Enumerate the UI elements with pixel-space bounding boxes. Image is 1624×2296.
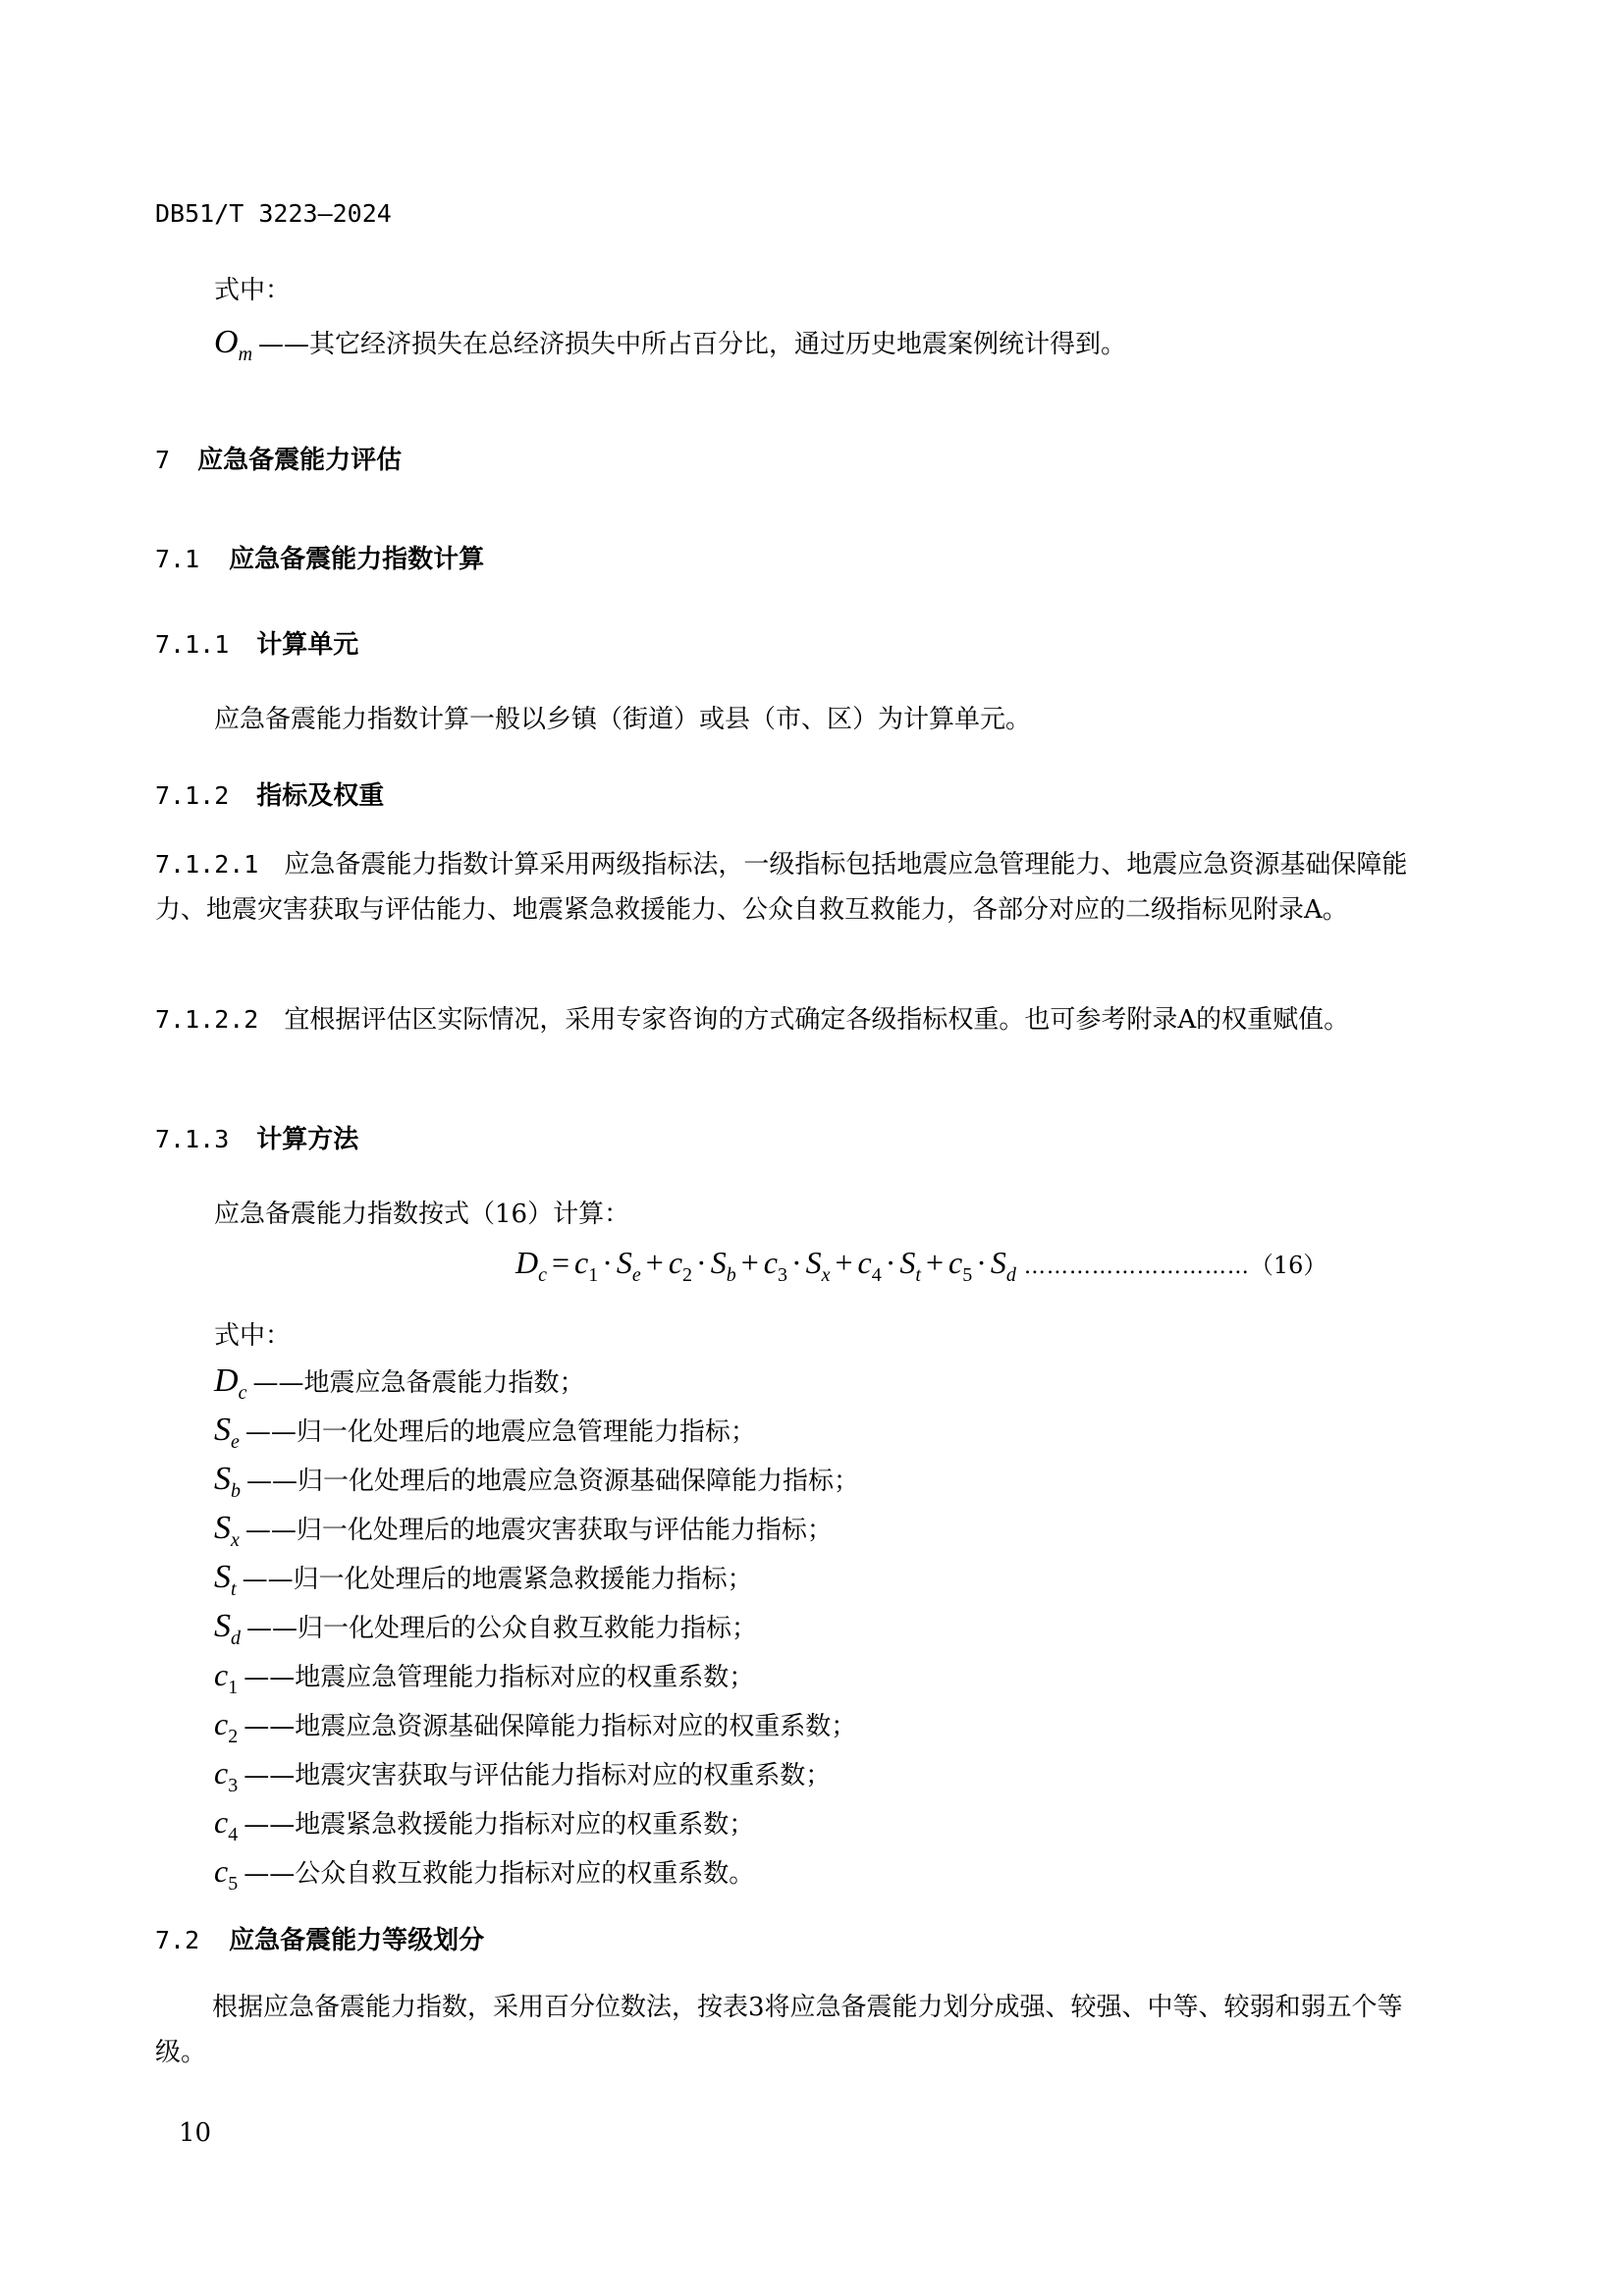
index-variable: S	[805, 1245, 822, 1280]
definition-subscript: x	[231, 1529, 240, 1551]
definition-row	[214, 1559, 753, 1608]
definition-row	[214, 1755, 831, 1804]
definition-subscript: c	[238, 1382, 247, 1404]
definition-description: ——归一化处理后的地震紧急救援能力指标；	[242, 1565, 753, 1594]
formula-term	[668, 1245, 736, 1286]
section-7-1-1-paragraph: 应急备震能力指数计算一般以乡镇（街道）或县（市、区）为计算单元。	[214, 705, 1032, 734]
definition-subscript: 5	[228, 1873, 239, 1895]
weight-subscript: 1	[588, 1264, 599, 1286]
om-subscript: m	[238, 344, 253, 365]
definition-description: ——公众自救互救能力指标对应的权重系数。	[244, 1859, 755, 1889]
index-variable: S	[990, 1245, 1006, 1280]
where-label-2: 式中：	[214, 1321, 292, 1351]
section-number: 7.1.2	[155, 781, 230, 810]
section-title: 指标及权重	[256, 781, 385, 811]
formula-term	[574, 1245, 641, 1286]
section-number: 7.1	[155, 545, 200, 573]
section-title: 计算方法	[256, 1125, 359, 1154]
om-description: ——其它经济损失在总经济损失中所占百分比，通过历史地震案例统计得到。	[258, 330, 1127, 359]
definition-row	[214, 1362, 584, 1412]
formula-16	[515, 1245, 1327, 1286]
definition-description: ——归一化处理后的地震应急管理能力指标；	[244, 1417, 756, 1447]
definition-row	[214, 1706, 856, 1755]
section-7-1-3-heading	[155, 1119, 358, 1155]
section-title: 应急备震能力评估	[197, 446, 403, 475]
index-subscript: t	[915, 1264, 921, 1286]
weight-subscript: 4	[871, 1264, 882, 1286]
definition-variable: c	[214, 1706, 229, 1741]
definition-subscript: 4	[228, 1824, 239, 1845]
section-7-1-1-heading	[155, 624, 358, 661]
definition-variable: S	[214, 1608, 231, 1644]
definition-row	[214, 1412, 756, 1461]
section-title: 计算单元	[256, 630, 359, 660]
definition-variable: c	[214, 1657, 229, 1692]
index-variable: S	[616, 1245, 632, 1280]
equals-sign: =	[552, 1245, 570, 1280]
weight-coefficient: c	[948, 1245, 963, 1280]
where-label: 式中：	[214, 276, 292, 305]
index-subscript: e	[631, 1264, 641, 1286]
definition-description: ——地震应急资源基础保障能力指标对应的权重系数；	[244, 1712, 857, 1741]
definition-subscript: 3	[228, 1775, 239, 1796]
definition-row	[214, 1657, 754, 1706]
weight-coefficient: c	[857, 1245, 872, 1280]
clause-7-1-2-1	[155, 842, 1443, 933]
document-id: DB51/T 3223—2024	[155, 199, 392, 228]
multiply-dot: ·	[885, 1245, 896, 1280]
definition-row	[214, 1608, 757, 1657]
definition-variable: c	[214, 1755, 229, 1790]
section-number: 7.1.3	[155, 1125, 230, 1153]
weight-subscript: 2	[682, 1264, 693, 1286]
definition-subscript: 2	[228, 1726, 239, 1747]
section-number: 7	[155, 446, 171, 474]
definition-description: ——归一化处理后的地震应急资源基础保障能力指标；	[246, 1467, 860, 1496]
definition-description: ——地震灾害获取与评估能力指标对应的权重系数；	[244, 1761, 832, 1790]
weight-subscript: 3	[777, 1264, 787, 1286]
definition-description: ——归一化处理后的地震灾害获取与评估能力指标；	[244, 1516, 833, 1545]
definition-variable: D	[214, 1362, 239, 1399]
formula-term	[857, 1245, 921, 1286]
definition-subscript: t	[231, 1578, 237, 1600]
definition-subscript: d	[231, 1628, 241, 1649]
definition-description: ——归一化处理后的公众自救互救能力指标；	[246, 1614, 758, 1643]
definition-description: ——地震应急备震能力指数；	[252, 1368, 585, 1398]
page-number: 10	[179, 2118, 212, 2148]
definition-variable: S	[214, 1510, 231, 1546]
section-number: 7.1.1	[155, 630, 230, 659]
definition-subscript: e	[231, 1431, 240, 1453]
section-7-2-paragraph: 根据应急备震能力指数，采用百分位数法，按表3将应急备震能力划分成强、较强、中等、较弱和弱五个等级。	[155, 1993, 1403, 2067]
plus-sign: +	[835, 1245, 853, 1280]
index-subscript: b	[726, 1264, 736, 1286]
plus-sign: +	[925, 1245, 945, 1280]
index-subscript: x	[821, 1264, 831, 1286]
definition-variable: S	[214, 1461, 231, 1497]
definition-variable: c	[214, 1804, 229, 1840]
clause-number: 7.1.2.1	[155, 850, 259, 879]
section-7-1-heading	[155, 539, 484, 575]
formula-number: （16）	[1249, 1252, 1327, 1279]
index-subscript: d	[1005, 1264, 1016, 1286]
definition-description: ——地震紧急救援能力指标对应的权重系数；	[244, 1810, 755, 1840]
definition-variable: S	[214, 1559, 231, 1595]
definition-subscript: b	[231, 1480, 241, 1502]
multiply-dot: ·	[976, 1245, 987, 1280]
formula-terms	[574, 1245, 1016, 1286]
section-number: 7.2	[155, 1926, 200, 1954]
formula-leader: …………………………	[1023, 1255, 1250, 1279]
formula-lhs-subscript: c	[538, 1264, 547, 1286]
plus-sign: +	[645, 1245, 664, 1280]
multiply-dot: ·	[790, 1245, 802, 1280]
definition-row	[214, 1461, 859, 1510]
formula-term	[763, 1245, 831, 1286]
definition-row	[214, 1804, 754, 1853]
weight-coefficient: c	[763, 1245, 778, 1280]
definition-variable: c	[214, 1853, 229, 1889]
definition-variable: S	[214, 1412, 231, 1448]
multiply-dot: ·	[696, 1245, 707, 1280]
clause-number: 7.1.2.2	[155, 1005, 259, 1034]
weight-coefficient: c	[668, 1245, 683, 1280]
index-variable: S	[899, 1245, 916, 1280]
definition-description: ——地震应急管理能力指标对应的权重系数；	[244, 1663, 755, 1692]
plus-sign: +	[740, 1245, 759, 1280]
clause-text: 宜根据评估区实际情况，采用专家咨询的方式确定各级指标权重。也可参考附录A的权重赋值。	[284, 1005, 1350, 1035]
index-variable: S	[710, 1245, 727, 1280]
section-7-1-2-heading	[155, 775, 384, 812]
multiply-dot: ·	[602, 1245, 613, 1280]
clause-7-1-2-2	[155, 997, 1443, 1042]
definition-row	[214, 1853, 754, 1902]
section-title: 应急备震能力等级划分	[229, 1926, 485, 1955]
section-7-2-heading	[155, 1920, 484, 1956]
weight-coefficient: c	[574, 1245, 589, 1280]
formula-intro: 应急备震能力指数按式（16）计算：	[214, 1200, 630, 1229]
section-7-heading	[155, 440, 402, 476]
definition-subscript: 1	[228, 1677, 239, 1698]
om-definition	[214, 324, 1127, 365]
formula-lhs: D	[515, 1245, 539, 1280]
clause-text: 应急备震能力指数计算采用两级指标法，一级指标包括地震应急管理能力、地震应急资源基础保障能力、地震灾害获取与评估能力、地震紧急救援能力、公众自救互救能力，各部分对应的二级指标见附录A。	[155, 850, 1408, 925]
weight-subscript: 5	[962, 1264, 973, 1286]
formula-term	[948, 1245, 1016, 1286]
section-title: 应急备震能力指数计算	[229, 545, 485, 574]
definition-row	[214, 1510, 833, 1559]
om-variable: O	[214, 324, 239, 360]
